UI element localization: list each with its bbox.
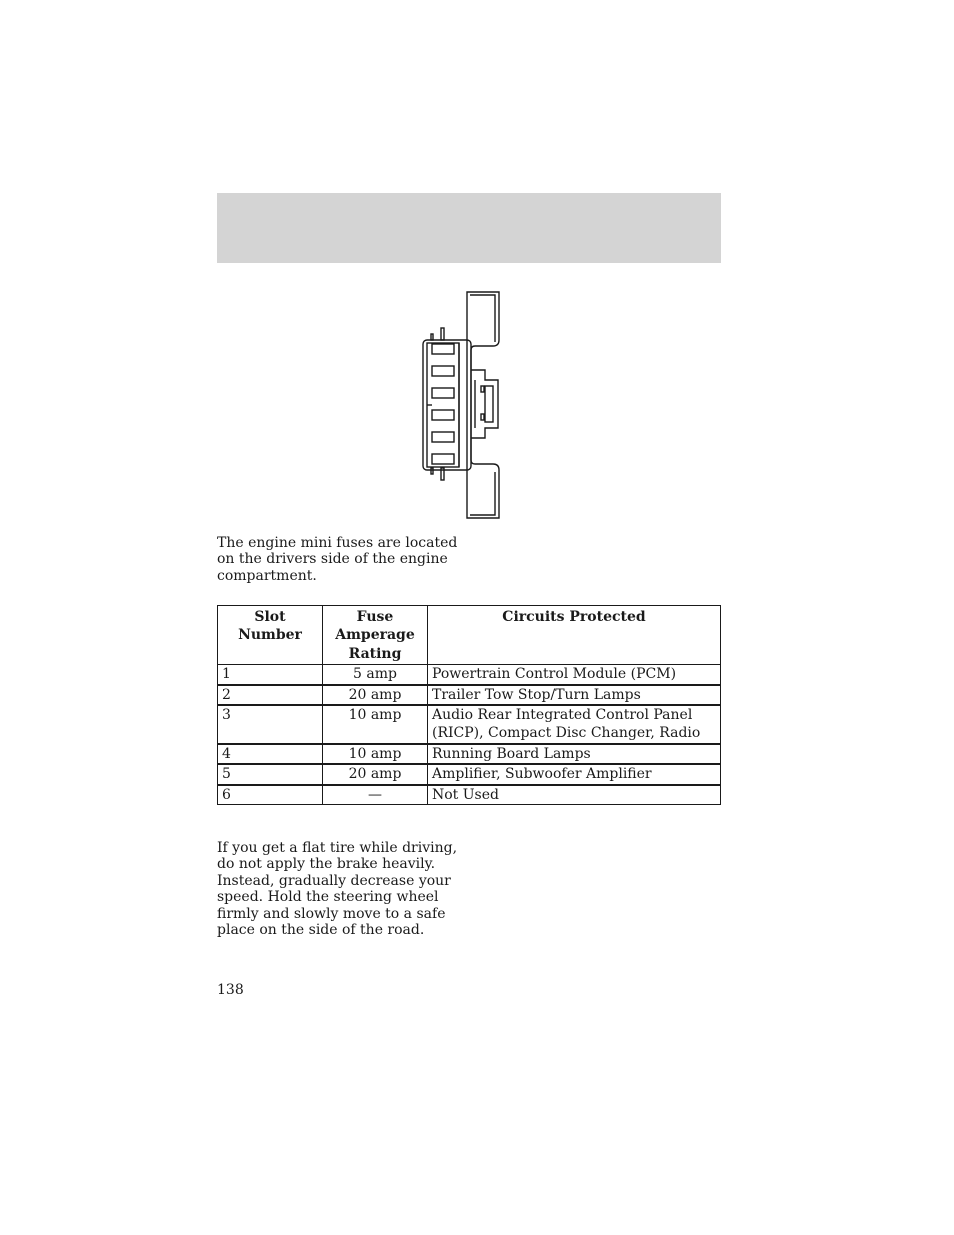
fuse-location-paragraph: The engine mini fuses are located on the drivers side of the engine compartment. [217,535,458,584]
cell-amperage: 10 amp [323,744,428,764]
table-header-row [218,606,721,665]
connector-inner [485,386,493,422]
section-header-band [217,193,721,263]
cell-slot: 5 [218,764,323,784]
fuse-slot-6 [432,454,454,464]
cell-amperage: 10 amp [323,705,428,744]
cell-circuit: Audio Rear Integrated Control Panel (RICP), Compact Disc Changer, Radio [428,705,721,744]
top-pin-small [431,334,433,340]
cell-amperage: 5 amp [323,665,428,685]
table-row [218,665,721,685]
table-row [218,744,721,764]
bracket-outline [467,292,499,518]
cell-amperage: 20 amp [323,685,428,705]
fuse-slot-2 [432,366,454,376]
fuse-table [217,605,721,805]
bracket-inner-edge [470,295,495,515]
fuse-slot-4 [432,410,454,420]
cell-slot: 1 [218,665,323,685]
cell-circuit: Running Board Lamps [428,744,721,764]
table-row [218,685,721,705]
cell-circuit: Amplifier, Subwoofer Amplifier [428,764,721,784]
cell-circuit: Powertrain Control Module (PCM) [428,665,721,685]
page-number: 138 [217,982,244,998]
cell-slot: 3 [218,705,323,744]
header-circuits-protected: Circuits Protected [428,606,721,665]
header-slot-number: Slot Number [218,606,323,665]
fuse-slot-1 [432,344,454,354]
fuse-slot-3 [432,388,454,398]
table-row [218,785,721,805]
cell-slot: 4 [218,744,323,764]
top-pin [441,328,444,340]
header-fuse-amperage: Fuse Amperage Rating [323,606,428,665]
cell-amperage: — [323,785,428,805]
cell-circuit: Trailer Tow Stop/Turn Lamps [428,685,721,705]
cell-slot: 2 [218,685,323,705]
table-row [218,764,721,784]
fuse-box-diagram [415,288,515,522]
bottom-pin-small [431,468,433,474]
cell-circuit: Not Used [428,785,721,805]
flat-tire-paragraph: If you get a flat tire while driving, do not apply the brake heavily. Instead, gradually decrease your speed. Hold the steering wheel firmly and slowly move to a safe place on the side of the road. [217,840,458,939]
fuse-slot-5 [432,432,454,442]
table-row [218,705,721,744]
cell-amperage: 20 amp [323,764,428,784]
cell-slot: 6 [218,785,323,805]
